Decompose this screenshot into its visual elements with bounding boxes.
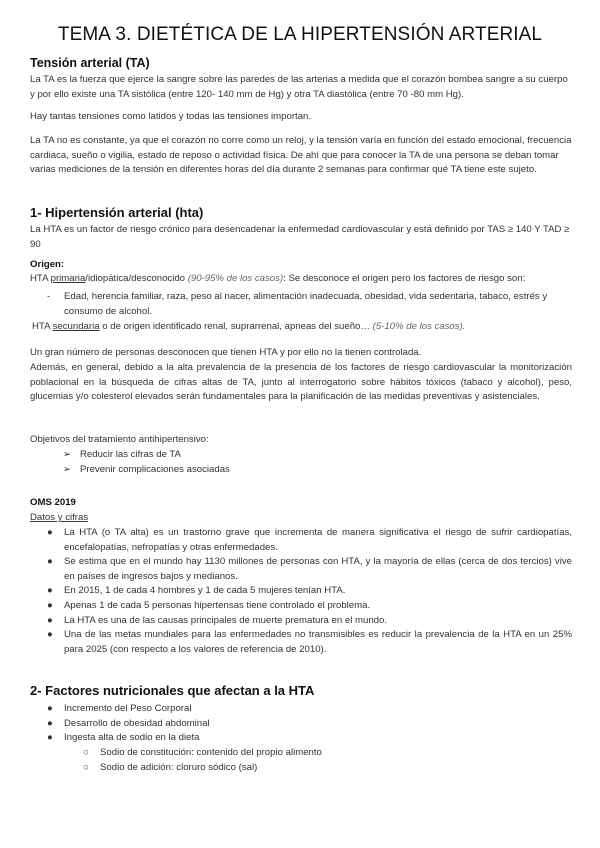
list-item bbox=[47, 717, 210, 732]
page-title: TEMA 3. DIETÉTICA DE LA HIPERTENSIÓN ARTERIAL bbox=[57, 24, 543, 45]
list-item-text: Sodio de constitución: contenido del propio alimento bbox=[100, 747, 322, 758]
bullet-icon: ● bbox=[47, 629, 53, 641]
bullet-icon: ● bbox=[47, 556, 53, 568]
list-item bbox=[83, 761, 322, 776]
hta-primaria-line bbox=[30, 272, 525, 287]
paragraph-ta-variability: La TA no es constante, ya que el corazón no corre como un reloj, y la tensión varía en función del estado emocional, frecuencia cardiaca, sueño o vigilia, estado de reposo o actividad física. De ahí que para conocer la TA de una persona se deban tomar varias mediciones de la tensión en diferentes horas del día durante 2 semanas para confirmar qué TA tiene este sujeto. bbox=[30, 135, 572, 176]
bullet-icon: ● bbox=[47, 732, 53, 744]
factores-list bbox=[47, 702, 210, 746]
objetivos-label: Objetivos del tratamiento antihipertensivo: bbox=[30, 434, 209, 445]
oms-facts-list bbox=[47, 526, 572, 657]
list-item-text: La HTA es una de las causas principales de muerte prematura en el mundo. bbox=[64, 614, 387, 626]
section-heading-tension: Tensión arterial (TA) bbox=[30, 56, 150, 70]
hta-secundaria-line bbox=[32, 320, 465, 335]
oms-heading: OMS 2019 bbox=[30, 497, 76, 508]
dash-marker: - bbox=[47, 291, 51, 302]
list-item-text: Desarrollo de obesidad abdominal bbox=[64, 717, 210, 729]
oms-subheading: Datos y cifras bbox=[30, 512, 89, 523]
section-heading-factores: 2- Factores nutricionales que afectan a la HTA bbox=[30, 683, 315, 698]
origen-label: Origen: bbox=[30, 259, 65, 270]
list-item bbox=[47, 628, 572, 657]
list-item-text: Edad, herencia familiar, raza, peso al nacer, alimentación inadecuada, obesidad, vida sedentaria, tabaco, estrés y consumo de alcohol. bbox=[64, 291, 548, 317]
objetivos-list bbox=[63, 448, 230, 477]
list-item-text: Apenas 1 de cada 5 personas hipertensas tiene controlado el problema. bbox=[64, 599, 371, 611]
arrow-bullet-icon: ➢ bbox=[63, 449, 72, 460]
list-item bbox=[47, 731, 210, 746]
sodio-sublist bbox=[83, 746, 322, 775]
hta-primaria-suffix: : Se desconoce el origen pero los factores de riesgo son: bbox=[283, 273, 526, 284]
list-item bbox=[47, 614, 572, 629]
paragraph-desconocen: Un gran número de personas desconocen que tienen HTA y por ello no la tienen controlada. bbox=[30, 347, 422, 358]
list-item-text: Prevenir complicaciones asociadas bbox=[80, 463, 230, 475]
hta-primaria-term: primaria bbox=[50, 273, 86, 284]
arrow-bullet-icon: ➢ bbox=[63, 463, 72, 475]
list-item-text: Se estima que en el mundo hay 1130 millones de personas con HTA, y la mayoría de ellas (cerca de dos tercios) vive en países de ingresos bajos y medianos. bbox=[64, 556, 572, 582]
paragraph-tensiones: Hay tantas tensiones como latidos y todas las tensiones importan. bbox=[30, 111, 312, 122]
paragraph-ta-definition: La TA es la fuerza que ejerce la sangre sobre las paredes de las arterias a medida que el corazón bombea sangre a su cuerpo y por ello existe una TA sistólica (entre 120- 140 mm de Hg) y otra TA diastólica (entre 70 -80 mm Hg). bbox=[30, 74, 568, 100]
list-item-text: La HTA (o TA alta) es un trastorno grave que incrementa de manera significativa el riesgo de sufrir cardiopatías, encefalopatías, nefropatías y otras enfermedades. bbox=[64, 527, 572, 553]
bullet-icon: ● bbox=[47, 717, 53, 729]
list-item-text: Una de las metas mundiales para las enfermedades no transmisibles es reducir la prevalencia de la HTA en un 25% para 2025 (con respecto a los valores de referencia de 2010). bbox=[64, 629, 572, 655]
bullet-icon: ● bbox=[47, 599, 53, 611]
list-item bbox=[63, 448, 230, 463]
section-heading-hta: 1- Hipertensión arterial (hta) bbox=[30, 205, 204, 220]
list-item bbox=[63, 463, 230, 478]
circle-bullet-icon: ○ bbox=[83, 761, 89, 773]
hta-primaria-prefix: HTA bbox=[30, 273, 51, 284]
hta-primaria-mid: /idiopática/desconocido bbox=[85, 273, 188, 284]
hta-secundaria-mid: o de origen identificado renal, suprarrenal, apneas del sueño… bbox=[99, 321, 373, 332]
list-item bbox=[83, 746, 322, 761]
list-item bbox=[47, 290, 570, 319]
list-item-text: Reducir las cifras de TA bbox=[80, 449, 181, 460]
list-item bbox=[47, 702, 210, 717]
paragraph-prevalencia: Además, en general, debido a la alta prevalencia de la presencia de los factores de riesgo cardiovascular la monitorización poblacional en la búsqueda de cifras altas de TA, junto al interrogatorio sobre hábitos tóxicos (tabaco y alcohol), peso, glucemias y/o colesterol elevados serán fundamentales para la planificación de las medidas preventivas y asistenciales. bbox=[30, 362, 572, 403]
list-item-text: Sodio de adición: cloruro sódico (sal) bbox=[100, 761, 258, 773]
hta-secundaria-pct: (5-10% de los casos). bbox=[372, 321, 466, 332]
list-item bbox=[47, 526, 572, 555]
list-item bbox=[47, 555, 572, 584]
bullet-icon: ● bbox=[47, 585, 53, 597]
list-item-text: Ingesta alta de sodio en la dieta bbox=[64, 732, 200, 744]
paragraph-hta-definition: La HTA es un factor de riesgo crónico para desencadenar la enfermedad cardiovascular y está definido por TAS ≥ 140 Y TAD ≥ 90 bbox=[30, 224, 570, 250]
bullet-icon: ● bbox=[47, 614, 53, 626]
bullet-icon: ● bbox=[47, 527, 53, 538]
list-item bbox=[47, 584, 572, 599]
hta-primaria-pct: (90-95% de los casos) bbox=[187, 273, 284, 284]
circle-bullet-icon: ○ bbox=[83, 747, 89, 758]
hta-secundaria-prefix: HTA bbox=[32, 321, 53, 332]
hta-secundaria-term: secundaria bbox=[52, 321, 100, 332]
list-item-text: En 2015, 1 de cada 4 hombres y 1 de cada 5 mujeres tenían HTA. bbox=[64, 585, 346, 597]
list-item bbox=[47, 599, 572, 614]
risk-factors-list bbox=[47, 290, 570, 319]
list-item-text: Incremento del Peso Corporal bbox=[64, 703, 192, 714]
bullet-icon: ● bbox=[47, 703, 53, 714]
